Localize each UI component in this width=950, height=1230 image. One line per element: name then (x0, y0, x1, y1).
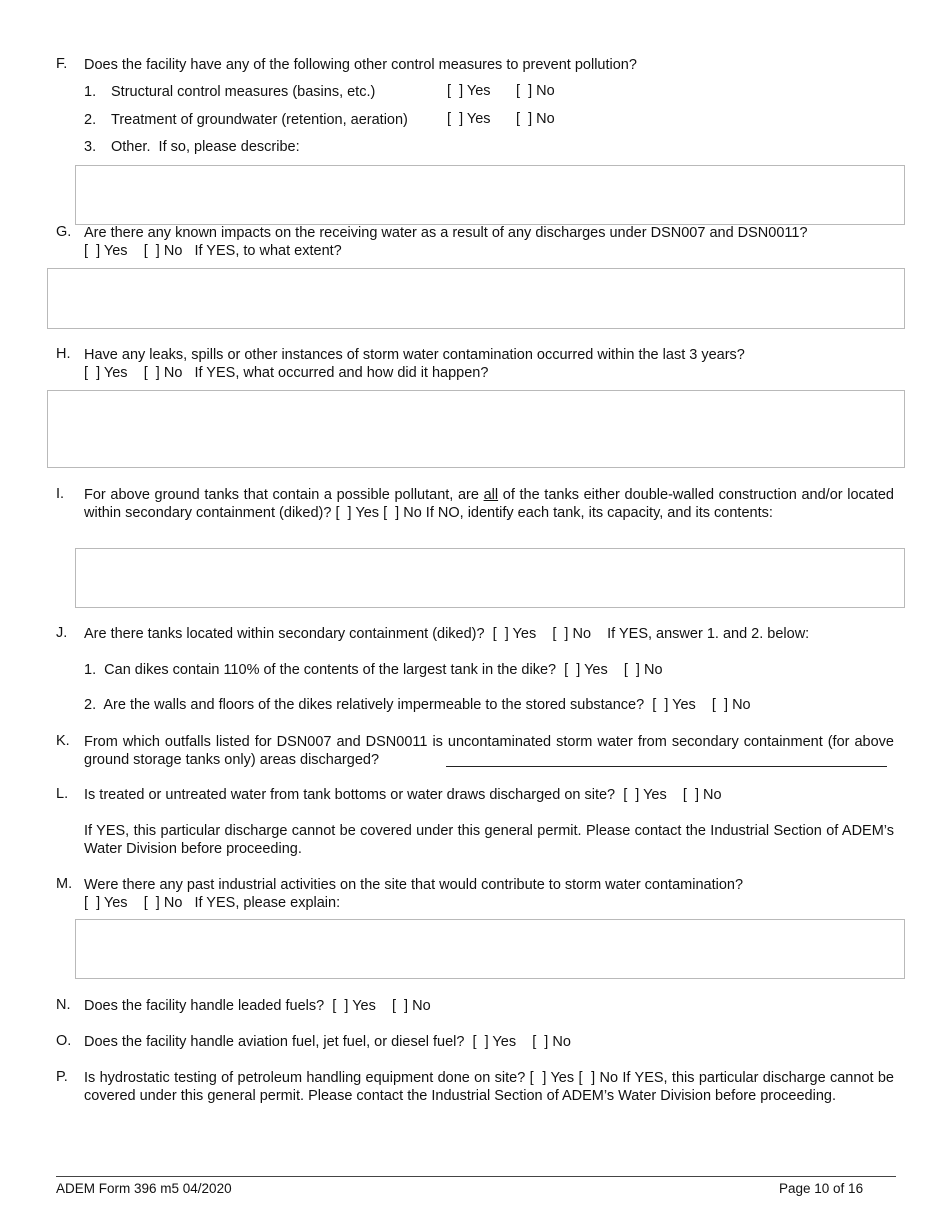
f1-yes-checkbox[interactable]: [ ] Yes (447, 83, 491, 99)
j1-yes-checkbox[interactable]: [ ] Yes (564, 662, 608, 678)
section-n-question-row (84, 997, 431, 1015)
section-j-followup: If YES, answer 1. and 2. below: (607, 626, 810, 642)
section-p-letter: P. (56, 1069, 68, 1085)
section-f-question: Does the facility have any of the following other control measures to prevent pollution? (84, 57, 637, 73)
section-l-question: Is treated or untreated water from tank bottoms or water draws discharged on site? (84, 787, 616, 803)
section-l-letter: L. (56, 786, 69, 802)
g-no-checkbox[interactable]: [ ] No (143, 243, 183, 259)
l-no-checkbox[interactable]: [ ] No (682, 787, 722, 803)
section-o-question: Does the facility handle aviation fuel, jet fuel, or diesel fuel? (84, 1034, 465, 1050)
section-l-note: If YES, this particular discharge cannot be covered under this general permit. Please contact the Industrial Section of ADEM’s Water Division before proceeding. (84, 823, 894, 857)
j1-no-checkbox[interactable]: [ ] No (623, 662, 663, 678)
section-i-letter: I. (56, 486, 65, 502)
section-j-letter: J. (56, 625, 68, 641)
j-no-checkbox[interactable]: [ ] No (552, 626, 592, 642)
section-m-explain-field[interactable] (75, 919, 905, 979)
footer-form-id: ADEM Form 396 m5 04/2020 (56, 1181, 232, 1196)
footer-page-number: Page 10 of 16 (779, 1181, 864, 1196)
n-yes-checkbox[interactable]: [ ] Yes (332, 998, 376, 1014)
p-yes-checkbox[interactable]: [ ] Yes (529, 1070, 575, 1086)
section-h-answer-row (84, 364, 488, 382)
m-yes-checkbox[interactable]: [ ] Yes (84, 895, 128, 911)
section-o-question-row (84, 1033, 571, 1051)
m-no-checkbox[interactable]: [ ] No (143, 895, 183, 911)
l-yes-checkbox[interactable]: [ ] Yes (623, 787, 667, 803)
section-f-describe-field[interactable] (75, 165, 905, 225)
g-yes-checkbox[interactable]: [ ] Yes (84, 243, 128, 259)
section-g-answer-row (84, 242, 342, 260)
section-n-letter: N. (56, 997, 71, 1013)
o-yes-checkbox[interactable]: [ ] Yes (472, 1034, 517, 1050)
section-f-letter: F. (56, 56, 68, 72)
section-g-question: Are there any known impacts on the receiving water as a result of any discharges under DSN007 and DSN0011? (84, 225, 808, 241)
section-n-question: Does the facility handle leaded fuels? (84, 998, 325, 1014)
h-yes-checkbox[interactable]: [ ] Yes (84, 365, 128, 381)
section-m-question: Were there any past industrial activities on the site that would contribute to storm water contamination? (84, 877, 744, 893)
section-h-followup: If YES, what occurred and how did it happen? (194, 365, 489, 381)
section-j-item-2: 2. Are the walls and floors of the dikes relatively impermeable to the stored substance? [ ] Yes [ ] No (84, 697, 751, 713)
section-l-question-row (84, 786, 722, 804)
section-i-tank-list-field[interactable] (75, 548, 905, 608)
item-text: Other. If so, please describe: (111, 139, 300, 155)
j2-no-checkbox[interactable]: [ ] No (711, 697, 751, 713)
j-yes-checkbox[interactable]: [ ] Yes (492, 626, 537, 642)
section-f-item-1 (84, 83, 375, 101)
section-g-letter: G. (56, 224, 72, 240)
section-m-followup: If YES, please explain: (194, 895, 341, 911)
section-k-letter: K. (56, 733, 70, 749)
j2-yes-checkbox[interactable]: [ ] Yes (652, 697, 696, 713)
section-h-letter: H. (56, 346, 71, 362)
item-number: 1. (84, 84, 97, 100)
item-text: Treatment of groundwater (retention, aeration) (111, 112, 408, 128)
section-k-question: From which outfalls listed for DSN007 and DSN0011 is uncontaminated storm water from secondary containment (for above ground storage tanks only) areas discharged? (84, 734, 894, 768)
section-h-question: Have any leaks, spills or other instances of storm water contamination occurred within the last 3 years? (84, 347, 745, 363)
item-text: Structural control measures (basins, etc.) (111, 84, 376, 100)
item-number: 3. (84, 139, 97, 155)
section-k-outfalls-field[interactable] (446, 766, 887, 767)
f1-no-checkbox[interactable]: [ ] No (516, 83, 555, 99)
section-m-answer-row (84, 894, 340, 912)
section-h-description-field[interactable] (47, 390, 905, 468)
section-m-letter: M. (56, 876, 73, 892)
f2-yes-checkbox[interactable]: [ ] Yes (447, 111, 491, 127)
section-g-extent-field[interactable] (47, 268, 905, 329)
section-g-followup: If YES, to what extent? (194, 243, 342, 259)
f2-no-checkbox[interactable]: [ ] No (516, 111, 555, 127)
footer-divider (56, 1176, 896, 1177)
section-j-question: Are there tanks located within secondary containment (diked)? (84, 626, 485, 642)
i-no-checkbox[interactable]: [ ] No (383, 505, 422, 521)
h-no-checkbox[interactable]: [ ] No (143, 365, 183, 381)
n-no-checkbox[interactable]: [ ] No (391, 998, 431, 1014)
section-f-item-2 (84, 111, 408, 129)
underlined-all: all (483, 487, 499, 503)
section-o-letter: O. (56, 1033, 72, 1049)
section-i-question: For above ground tanks that contain a possible pollutant, are all of the tanks either double-walled construction and/or located within secondary containment (diked)? [ ] Yes [ ] No If NO, identify each tank, its capacity, and its contents: (84, 487, 894, 521)
section-p-question: Is hydrostatic testing of petroleum handling equipment done on site? [ ] Yes [ ] No If YES, this particular discharge cannot be covered under this general permit. Please contact the Industrial Section of ADEM’s Water Division before proceeding. (84, 1070, 894, 1104)
o-no-checkbox[interactable]: [ ] No (532, 1034, 571, 1050)
p-no-checkbox[interactable]: [ ] No (578, 1070, 619, 1086)
item-number: 2. (84, 112, 97, 128)
section-j-item-1: 1. Can dikes contain 110% of the contents of the largest tank in the dike? [ ] Yes [ ] No (84, 662, 663, 678)
i-yes-checkbox[interactable]: [ ] Yes (335, 505, 380, 521)
section-j-question-row (84, 625, 809, 643)
section-f-item-3 (84, 138, 300, 156)
